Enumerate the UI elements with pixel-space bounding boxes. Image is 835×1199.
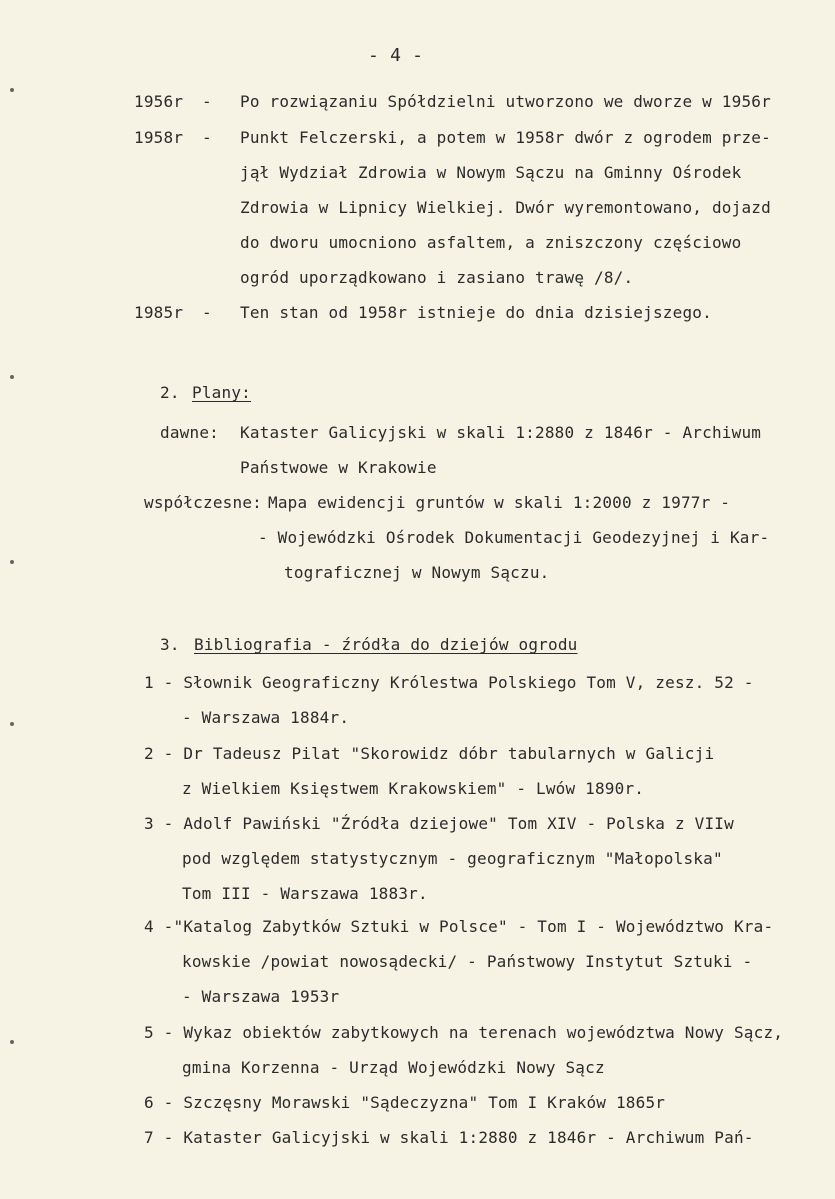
plans-modern-text: tograficznej w Nowym Sączu. xyxy=(284,563,550,582)
bibliography-line: 4 -"Katalog Zabytków Sztuki w Polsce" - Tom I - Województwo Kra- xyxy=(144,917,774,936)
bibliography-line: 1 - Słownik Geograficzny Królestwa Polskiego Tom V, zesz. 52 - xyxy=(144,673,754,692)
bibliography-line: 7 - Kataster Galicyjski w skali 1:2880 z 1846r - Archiwum Pań- xyxy=(144,1128,754,1147)
punch-hole xyxy=(10,88,14,92)
bibliography-line: 3 - Adolf Pawiński "Źródła dziejowe" Tom XIV - Polska z VIIw xyxy=(144,814,734,833)
bibliography-line: Tom III - Warszawa 1883r. xyxy=(182,884,428,903)
history-year: 1985r xyxy=(134,303,184,322)
history-text: ogród uporządkowano i zasiano trawę /8/. xyxy=(240,268,634,287)
history-text: Ten stan od 1958r istnieje do dnia dzisiejszego. xyxy=(240,303,712,322)
punch-hole xyxy=(10,375,14,379)
plans-modern-text: Mapa ewidencji gruntów w skali 1:2000 z 1977r - xyxy=(268,493,731,512)
punch-hole xyxy=(10,722,14,726)
bibliography-line: gmina Korzenna - Urząd Wojewódzki Nowy Sącz xyxy=(182,1058,605,1077)
punch-hole xyxy=(10,1040,14,1044)
history-dash: - xyxy=(202,303,212,322)
plans-old-label: dawne: xyxy=(160,423,219,442)
bibliography-line: kowskie /powiat nowosądecki/ - Państwowy Instytut Sztuki - xyxy=(182,952,753,971)
history-text: Punkt Felczerski, a potem w 1958r dwór z ogrodem prze- xyxy=(240,128,771,147)
bibliography-line: 2 - Dr Tadeusz Pilat "Skorowidz dóbr tabularnych w Galicji xyxy=(144,744,715,763)
section-number: 2. xyxy=(160,383,180,402)
history-text: jął Wydział Zdrowia w Nowym Sączu na Gminny Ośrodek xyxy=(240,163,742,182)
plans-old-text: Kataster Galicyjski w skali 1:2880 z 1846r - Archiwum xyxy=(240,423,762,442)
section-heading-bibliography: Bibliografia - źródła do dziejów ogrodu xyxy=(194,635,578,654)
punch-hole xyxy=(10,560,14,564)
bibliography-line: pod względem statystycznym - geograficznym "Małopolska" xyxy=(182,849,723,868)
history-dash: - xyxy=(202,92,212,111)
bibliography-line: 5 - Wykaz obiektów zabytkowych na terenach województwa Nowy Sącz, xyxy=(144,1023,784,1042)
history-dash: - xyxy=(202,128,212,147)
history-text: Zdrowia w Lipnicy Wielkiej. Dwór wyremontowano, dojazd xyxy=(240,198,771,217)
plans-modern-text: - Wojewódzki Ośrodek Dokumentacji Geodezyjnej i Kar- xyxy=(258,528,770,547)
history-year: 1958r xyxy=(134,128,184,147)
bibliography-line: 6 - Szczęsny Morawski "Sądeczyzna" Tom I Kraków 1865r xyxy=(144,1093,666,1112)
history-year: 1956r xyxy=(134,92,184,111)
bibliography-line: z Wielkiem Księstwem Krakowskiem" - Lwów 1890r. xyxy=(182,779,645,798)
plans-old-text: Państwowe w Krakowie xyxy=(240,458,437,477)
bibliography-line: - Warszawa 1953r xyxy=(182,987,340,1006)
section-number: 3. xyxy=(160,635,180,654)
page-number: - 4 - xyxy=(368,45,424,66)
history-text: Po rozwiązaniu Spółdzielni utworzono we dworze w 1956r xyxy=(240,92,771,111)
history-text: do dworu umocniono asfaltem, a zniszczony częściowo xyxy=(240,233,742,252)
plans-modern-label: współczesne: xyxy=(144,493,262,512)
section-heading-plans: Plany: xyxy=(192,383,251,402)
bibliography-line: - Warszawa 1884r. xyxy=(182,708,350,727)
